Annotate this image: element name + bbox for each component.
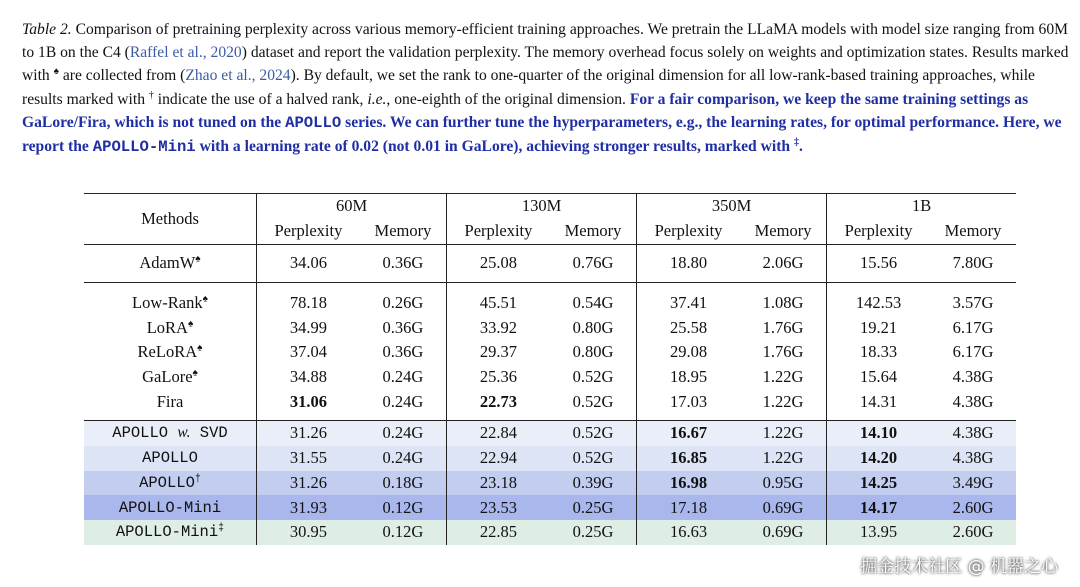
memory-cell: 0.52G xyxy=(572,367,614,387)
perplexity-cell: 29.37 xyxy=(447,340,550,365)
method-cell: AdamW♠ xyxy=(139,253,201,273)
memory-cell: 2.60G xyxy=(952,497,994,517)
memory-cell: 0.24G xyxy=(382,391,424,411)
perplexity-cell: 34.99 xyxy=(257,315,360,340)
perplexity-cell: 19.21 xyxy=(827,315,930,340)
perplexity-cell: 17.03 xyxy=(637,389,740,414)
citation-zhao-link[interactable]: Zhao et al., 2024 xyxy=(185,67,291,85)
footnote-mark: ♠ xyxy=(192,367,198,379)
footnote-mark: ‡ xyxy=(218,523,225,535)
memory-cell: 2.60G xyxy=(952,522,994,542)
memory-cell: 0.24G xyxy=(382,367,424,387)
perplexity-cell: 18.95 xyxy=(637,365,740,390)
perplexity-cell: 17.18 xyxy=(637,495,740,520)
perplexity-cell: 23.18 xyxy=(447,471,550,496)
table-row xyxy=(84,389,1016,414)
memory-cell: 4.38G xyxy=(952,367,994,387)
perplexity-cell: 14.17 xyxy=(827,495,930,520)
perplexity-cell: 45.51 xyxy=(447,291,550,316)
memory-cell: 1.22G xyxy=(762,367,804,387)
table-body xyxy=(84,245,1016,545)
perplexity-cell: 25.58 xyxy=(637,315,740,340)
memory-cell: 0.36G xyxy=(382,317,424,337)
memory-cell: 0.25G xyxy=(572,522,614,542)
table-row xyxy=(84,520,1016,545)
perplexity-cell: 31.26 xyxy=(257,471,360,496)
footnote-mark: ♠ xyxy=(197,342,203,354)
memory-cell: 1.22G xyxy=(762,448,804,468)
memory-cell: 1.22G xyxy=(762,423,804,443)
perplexity-cell: 22.85 xyxy=(447,520,550,545)
perplexity-cell: 31.55 xyxy=(257,446,360,471)
method-cell: Low-Rank♠ xyxy=(132,293,208,313)
memory-cell: 0.26G xyxy=(382,293,424,313)
perplexity-cell: 18.80 xyxy=(637,251,740,276)
memory-cell: 0.80G xyxy=(572,317,614,337)
memory-cell: 7.80G xyxy=(952,253,994,273)
table-row xyxy=(84,421,1016,446)
memory-cell: 3.57G xyxy=(952,293,994,313)
perplexity-cell: 30.95 xyxy=(257,520,360,545)
perplexity-cell: 22.73 xyxy=(447,389,550,414)
memory-cell: 6.17G xyxy=(952,342,994,362)
perplexity-cell: 29.08 xyxy=(637,340,740,365)
memory-cell: 0.80G xyxy=(572,342,614,362)
memory-cell: 0.76G xyxy=(572,253,614,273)
perplexity-cell: 15.56 xyxy=(827,251,930,276)
memory-cell: 0.18G xyxy=(382,472,424,492)
table-caption: Table 2. Comparison of pretraining perplexity across various memory-efficient training approaches. We pretrain the LLaMA models with model size ranging from 60M to 1B on the C4 (Raffel et al., 2020) dataset and report the validation perplexity. The memory overhead focus solely on weights and optimization states. Results marked with ♠ are collected from (Zhao et al., 2024). By default, we set the rank to one-quarter of the original dimension for all low-rank-based training approaches, while results marked with † indicate the use of a halved rank, i.e., one-eighth of the original dimension. For a fair comparison, we keep the same training settings as GaLore/Fira, which is not tuned on the APOLLO series. We can further tune the hyperparameters, e.g., the learning rates, for optimal performance. Here, we report the APOLLO-Mini with a learning rate of 0.02 (not 0.01 in GaLore), achieving stronger results, marked with ‡. xyxy=(22,21,1069,157)
perplexity-cell: 16.98 xyxy=(637,471,740,496)
table-row xyxy=(84,471,1016,496)
footnote-mark: † xyxy=(194,473,201,485)
memory-cell: 2.06G xyxy=(762,253,804,273)
dagger-mark: † xyxy=(148,89,154,101)
method-cell: GaLore♠ xyxy=(142,367,198,387)
table-header-row xyxy=(84,194,1016,219)
perplexity-cell: 13.95 xyxy=(827,520,930,545)
perplexity-cell: 14.31 xyxy=(827,389,930,414)
perplexity-cell: 34.88 xyxy=(257,365,360,390)
size-header-130m: 130M xyxy=(447,194,637,219)
memory-cell: 0.95G xyxy=(762,472,804,492)
perplexity-cell: 23.53 xyxy=(447,495,550,520)
perplexity-cell: 15.64 xyxy=(827,365,930,390)
method-cell: APOLLO-Mini‡ xyxy=(115,523,225,542)
memory-cell: 0.36G xyxy=(382,342,424,362)
perplexity-cell: 37.04 xyxy=(257,340,360,365)
table-row xyxy=(84,495,1016,520)
method-cell: LoRA♠ xyxy=(146,317,194,337)
methods-header: Methods xyxy=(141,209,199,228)
spade-mark: ♠ xyxy=(53,66,59,78)
perplexity-cell: 22.84 xyxy=(447,421,550,446)
perplexity-cell: 14.25 xyxy=(827,471,930,496)
memory-cell: 4.38G xyxy=(952,391,994,411)
memory-cell: 0.52G xyxy=(572,448,614,468)
footnote-mark: ♠ xyxy=(195,253,201,265)
footnote-mark: ♠ xyxy=(202,293,208,305)
perplexity-cell: 142.53 xyxy=(827,291,930,316)
perplexity-cell: 16.67 xyxy=(637,421,740,446)
memory-cell: 1.22G xyxy=(762,391,804,411)
memory-cell: 0.69G xyxy=(762,497,804,517)
caption-tag: Table 2. xyxy=(22,21,72,38)
memory-cell: 0.25G xyxy=(572,497,614,517)
perplexity-cell: 31.06 xyxy=(257,389,360,414)
memory-cell: 4.38G xyxy=(952,448,994,468)
table-row xyxy=(84,365,1016,390)
memory-cell: 3.49G xyxy=(952,472,994,492)
perplexity-cell: 37.41 xyxy=(637,291,740,316)
citation-raffel-link[interactable]: Raffel et al., 2020 xyxy=(129,44,242,62)
table-subheader-row: Perplexity Memory Perplexity Memory Perplexity Memory Perplexity Memory xyxy=(84,218,1016,245)
memory-cell: 4.38G xyxy=(952,423,994,443)
memory-cell: 0.52G xyxy=(572,391,614,411)
memory-cell: 1.76G xyxy=(762,342,804,362)
watermark: 掘金技术社区 @ 机器之心 xyxy=(860,557,1058,577)
perplexity-cell: 18.33 xyxy=(827,340,930,365)
memory-cell: 0.24G xyxy=(382,423,424,443)
memory-cell: 0.52G xyxy=(572,423,614,443)
table-row xyxy=(84,251,1016,276)
table-row xyxy=(84,340,1016,365)
caption-highlight: For a fair comparison, we keep the same training settings as GaLore/Fira, which is not tuned on the APOLLO series. We can further tune the hyperparameters, e.g., the learning rates, for optimal performance. Here, we report the APOLLO-Mini with a learning rate of 0.02 (not 0.01 in GaLore), achieving stronger results, marked with ‡. xyxy=(22,90,1062,157)
perplexity-cell: 33.92 xyxy=(447,315,550,340)
memory-cell: 0.12G xyxy=(382,497,424,517)
memory-cell: 0.24G xyxy=(382,448,424,468)
size-header-60m: 60M xyxy=(257,194,447,219)
memory-cell: 1.08G xyxy=(762,293,804,313)
perplexity-cell: 25.36 xyxy=(447,365,550,390)
perplexity-table xyxy=(84,193,1016,545)
method-cell: Fira xyxy=(156,391,184,411)
memory-cell: 6.17G xyxy=(952,317,994,337)
perplexity-cell: 34.06 xyxy=(257,251,360,276)
perplexity-cell: 25.08 xyxy=(447,251,550,276)
perplexity-cell: 31.26 xyxy=(257,421,360,446)
size-header-1b: 1B xyxy=(827,194,1016,219)
memory-cell: 0.12G xyxy=(382,522,424,542)
table-row xyxy=(84,291,1016,316)
perplexity-cell: 14.10 xyxy=(827,421,930,446)
memory-cell: 0.39G xyxy=(572,472,614,492)
method-cell: APOLLO† xyxy=(139,473,201,492)
table-row xyxy=(84,446,1016,471)
perplexity-cell: 78.18 xyxy=(257,291,360,316)
method-cell: APOLLO-Mini xyxy=(118,498,222,517)
method-cell: APOLLO w. SVD xyxy=(112,424,228,443)
table-row xyxy=(84,315,1016,340)
footnote-mark: ♠ xyxy=(187,318,194,330)
perplexity-cell: 22.94 xyxy=(447,446,550,471)
method-cell: APOLLO xyxy=(142,449,198,468)
perplexity-cell: 31.93 xyxy=(257,495,360,520)
perplexity-cell: 14.20 xyxy=(827,446,930,471)
size-header-350m: 350M xyxy=(637,194,827,219)
perplexity-cell: 16.63 xyxy=(637,520,740,545)
memory-cell: 0.54G xyxy=(572,293,614,313)
memory-cell: 0.36G xyxy=(382,253,424,273)
memory-cell: 0.69G xyxy=(762,522,804,542)
memory-cell: 1.76G xyxy=(762,317,804,337)
method-cell: ReLoRA♠ xyxy=(137,342,203,362)
perplexity-cell: 16.85 xyxy=(637,446,740,471)
